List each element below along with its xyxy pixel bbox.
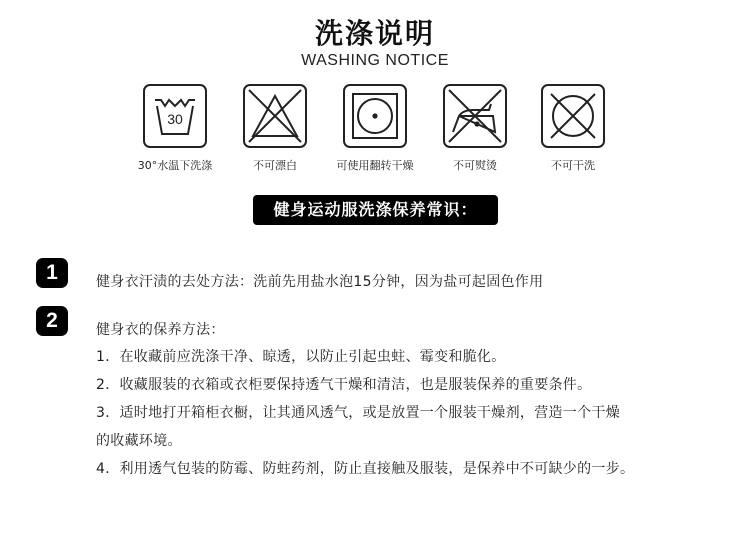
care-tips-banner: 健身运动服洗涤保养常识： [253,195,498,225]
section-1-heading: 健身衣汗渍的去处方法：洗前先用盐水泡15分钟，因为盐可起固色作用 [96,274,544,290]
section-2-line: 的收藏环境。 [96,433,182,449]
section-1-number-badge: 1 [36,258,68,288]
section-2-line: 3．适时地打开箱柜衣橱，让其通风透气，或是放置一个服装干燥剂，营造一个干燥 [96,405,621,421]
section-2-line: 2．收藏服装的衣箱或衣柜要保持透气干燥和清洁，也是服装保养的重要条件。 [96,377,592,393]
no-bleach-icon [243,84,307,148]
no-bleach-label: 不可漂白 [253,159,297,172]
section-2-heading: 健身衣的保养方法： [96,322,225,338]
page-title: 洗涤说明 [314,17,435,50]
section-2-line: 1．在收藏前应洗涤干净、晾透，以防止引起虫蛀、霉变和脆化。 [96,349,506,365]
no-dry-clean-label: 不可干洗 [551,159,595,172]
section-2-number-badge: 2 [36,306,68,336]
page-subtitle: WASHING NOTICE [301,52,449,69]
wash-30-label: 30°水温下洗涤 [137,159,213,172]
tumble-dry-label: 可使用翻转干燥 [336,159,414,172]
section-2-line: 4．利用透气包装的防霉、防蛀药剂，防止直接触及服装，是保养中不可缺少的一步。 [96,461,635,477]
wash-temperature-text: 30 [167,111,183,127]
no-iron-icon [443,84,507,148]
tumble-dry-icon [343,84,407,148]
no-iron-label: 不可熨烫 [453,159,497,172]
wash-30-icon [143,84,207,148]
no-dry-clean-icon [541,84,605,148]
